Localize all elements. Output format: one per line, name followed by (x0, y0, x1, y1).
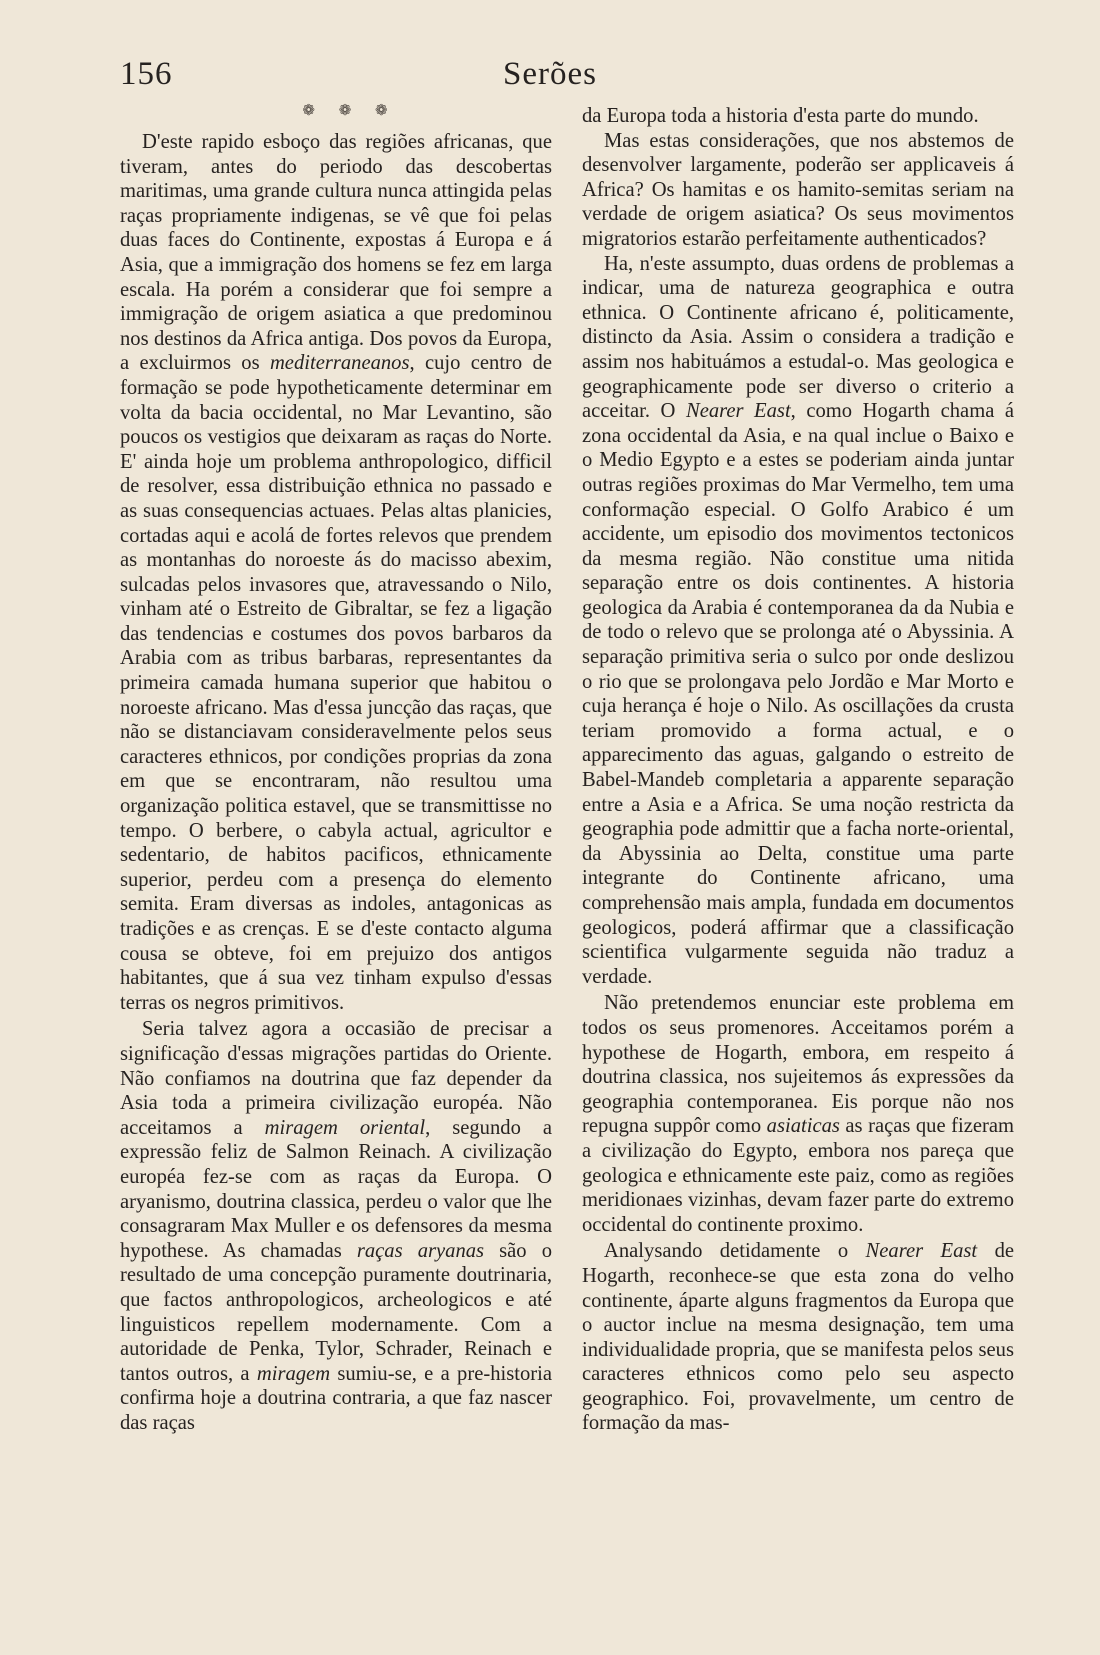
left-column (120, 130, 552, 1435)
italic-term: miragem oriental (264, 1116, 426, 1139)
text-run: Analysando detidamente o (604, 1240, 849, 1263)
text-run: Seria talvez agora a occasião de precisar a significação d'essas migrações partidas do Oriente. Não confiamos na doutrina que faz depender da Asia toda a primeira civilização européa. Não acceitamos a (120, 1018, 552, 1139)
paragraph (582, 252, 1014, 990)
text-run: Mas estas considerações, que nos abstemos de desenvolver largamente, poderão ser applicaveis á Africa? Os hamitas e os hamito-semitas seriam na verdade de origem asiatica? Os seus movimentos migratorios estarão perfeitamente authenticados? (582, 129, 1014, 250)
page-number: 156 (120, 56, 173, 92)
italic-term: raças aryanas (356, 1239, 485, 1262)
paragraph (582, 104, 1014, 129)
text-run: , cujo centro de formação se pode hypotheticamente determinar em volta da bacia occidental, no Mar Levantino, são poucos os vestigios que deixaram as raças do Norte. E' ainda hoje um problema anthropologico, difficil de resolver, essa distribuição ethnica no passado e as suas consequencias actuaes. Pelas altas planicies, cortadas aqui e acolá de fortes relevos que prendem as montanhas do noroeste ás do macisso abexim, sulcadas pelos invasores que, atravessando o Nilo, vinham até o Estreito de Gibraltar, se fez a ligação das tendencias e costumes dos povos barbaros da Arabia com as tribus barbaras, representantes da primeira camada humana superior que habitou o noroeste africano. Mas d'essa juncção das raças, que não se distanciavam consideravelmente pelos seus caracteres ethnicos, por condições proprias da zona em que se encontraram, não resultou uma organização politica estavel, que se transmittisse no tempo. O berbere, o cabyla actual, agricultor e sedentario, de habitos pacificos, ethnicamente superior, perdeu com a presença do elemento semita. Eram diversas as indoles, antagonicas as tradições e as crenças. E se d'este contacto alguma cousa se obteve, foi em prejuizo dos antigos habitantes, que á sua vez tinham expulso d'essas terras os negros primitivos. (120, 352, 552, 1014)
text-run: de Hogarth, reconhece-se que esta zona do velho continente, áparte alguns fragmentos da Europa que o auctor inclue na mesma designação, tem uma individualidade propria, que se manifesta pelos seus caracteres ethnicos como pelo seu aspecto geographico. Foi, provavelmente, um centro de formação da mas- (582, 1240, 1015, 1435)
paragraph (120, 1017, 552, 1435)
paragraph (582, 1239, 1014, 1436)
italic-term: Nearer East (865, 1240, 978, 1263)
ornament-fleurons: ❁ ❁ ❁ (302, 103, 398, 119)
running-title: Serões (503, 56, 597, 92)
text-run: Não pretendemos enunciar este problema em todos os seus promenores. Acceitamos porém a hypothese de Hogarth, embora, em respeito á doutrina classica, nos sujeitemos ás expressões da geographia contemporanea. Eis porque não nos repugna suppôr como (582, 992, 1014, 1138)
text-run: , como Hogarth chama á zona occidental da Asia, e na qual inclue o Baixo e o Medio Egypto e a estes se poderiam ainda juntar outras regiões proximas do Mar Vermelho, tem uma conformação especial. O Golfo Arabico é um accidente, um episodio dos movimentos tectonicos da mesma região. Não constitue uma nitida separação entre os dois continentes. A historia geologica da Arabia é contemporanea da da Nubia e de todo o relevo que se prolonga até o Abyssinia. A separação primitiva seria o sulco por onde deslizou o rio que se prolongava pelo Jordão e Mar Morto e cuja herança é hoje o Nilo. As oscillações da crusta teriam promovido a forma actual, e o apparecimento das aguas, galgando o estreito de Babel-Mandeb completaria a apparente separação entre a Asia e a Africa. Se uma noção restricta da geographia pode admittir que a facha norte-oriental, da Abyssinia ao Delta, constitue uma parte integrante do Continente africano, uma comprehensão mais ampla, fundada em documentos geologicos, poderá affirmar que a classificação scientifica vulgarmente seguida não traduz a verdade. (582, 400, 1015, 988)
text-run: as raças que fizeram a civilização do Egypto, embora nos pareça que geologica e ethnicamente este paiz, como as regiões meridionaes vizinhas, devam fazer parte do extremo occidental do continente proximo. (582, 1115, 1014, 1236)
text-run: D'este rapido esboço das regiões africanas, que tiveram, antes do periodo das descobertas maritimas, uma grande cultura nunca attingida pelas raças propriamente indigenas, se vê que foi pelas duas faces do Continente, expostas á Europa e á Asia, que a immigração dos homens se fez em larga escala. Ha porém a considerar que foi sempre a immigração de origem asiatica a que predominou nos destinos da Africa antiga. Dos povos da Europa, a excluirmos os (120, 131, 552, 375)
italic-term: miragem (256, 1362, 331, 1385)
italic-term: asiaticas (766, 1115, 840, 1138)
italic-term: mediterraneanos (269, 352, 410, 375)
text-run: da Europa toda a historia d'esta parte do mundo. (582, 105, 979, 127)
right-column (582, 104, 1014, 1436)
paragraph (582, 991, 1014, 1237)
text-run: Ha, n'este assumpto, duas ordens de problemas a indicar, uma de natureza geographica e outra ethnica. O Continente africano é, politicamente, distincto da Asia. Assim o considera a tradição e assim nos habituámos a estudal-o. Mas geologica e geographicamente pode ser diverso o criterio a acceitar. O (582, 252, 1014, 423)
paragraph (120, 130, 552, 1015)
text-run: , segundo a expressão feliz de Salmon Reinach. A civilização européa fez-se com as raças da Europa. O aryanismo, doutrina classica, perdeu o valor que lhe consagraram Max Muller e os defensores da mesma hypothese. As chamadas (120, 1116, 553, 1262)
text-run: são o resultado de uma concepção puramente doutrinaria, que factos anthropologicos, archeologicos e até linguisticos repellem modernamente. Com a autoridade de Penka, Tylor, Schrader, Reinach e tantos outros, a (120, 1239, 552, 1385)
paragraph (582, 129, 1014, 252)
italic-term: Nearer East (685, 400, 791, 423)
text-run: sumiu-se, e a pre-historia confirma hoje a doutrina contraria, a que faz nascer das raças (120, 1362, 552, 1434)
